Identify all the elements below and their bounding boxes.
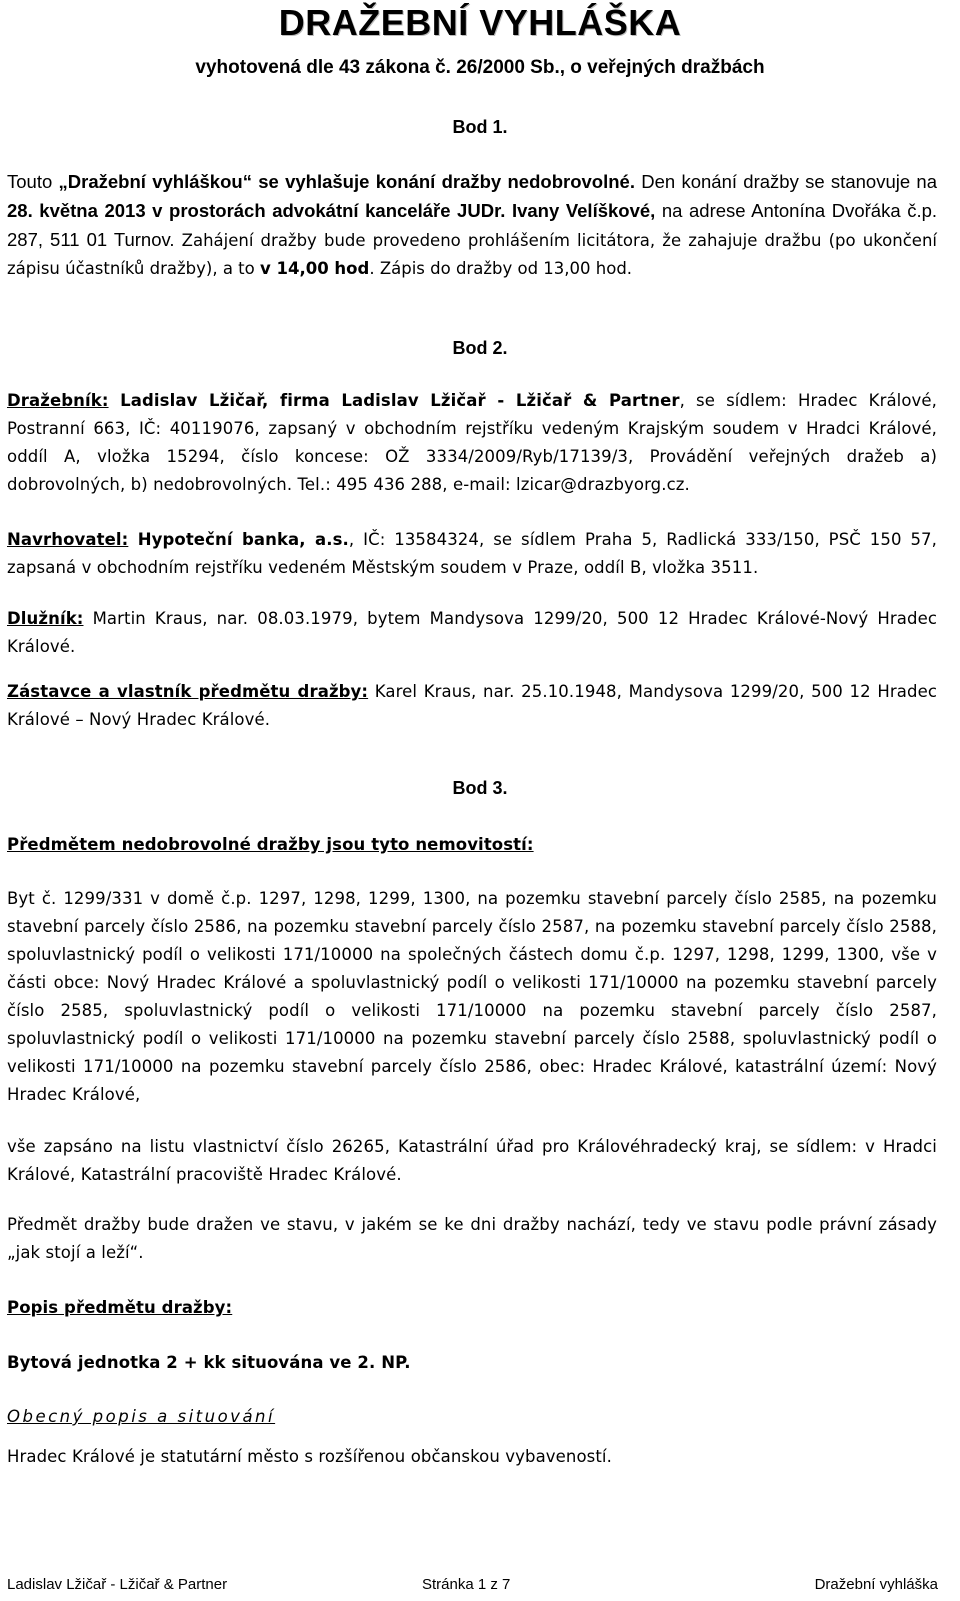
paragraph-zastavce xyxy=(7,678,937,734)
bytova-jednotka xyxy=(7,1349,937,1377)
navrhovatel-label: Navrhovatel: xyxy=(7,530,129,549)
paragraph-byt: Byt č. 1299/331 v domě č.p. 1297, 1298, 1299, 1300, na pozemku stavební parcely číslo 2585, na pozemku stavební parcely číslo 2586, na pozemku stavební parcely číslo 2587, na pozemku stavební parcely číslo 2588, spoluvlastnický podíl o velikosti 171/10000 na společných částech domu č.p. 1297, 1298, 1299, 1300, vše v části obce: Nový Hradec Králové a spoluvlastnický podíl o velikosti 171/10000 na pozemku stavební parcely číslo 2585, spoluvlastnický podíl o velikosti 171/10000 na pozemku stavební parcely číslo 2587, spoluvlastnický podíl o velikosti 171/10000 na pozemku stavební parcely číslo 2588, spoluvlastnický podíl o velikosti 171/10000 na pozemku stavební parcely číslo 2586, obec: Hradec Králové, katastrální území: Nový Hradec Králové, xyxy=(7,889,937,1104)
popis-heading xyxy=(7,1294,937,1322)
document-subtitle: vyhotovená dle 43 zákona č. 26/2000 Sb., o veřejných dražbách xyxy=(195,57,765,78)
navrhovatel-name: Hypoteční banka, a.s. xyxy=(128,530,349,549)
obecny-popis-text: Obecný popis a situování xyxy=(7,1407,276,1426)
text-bold: v 14,00 hod xyxy=(260,259,370,278)
paragraph-navrhovatel xyxy=(7,526,937,582)
text-fragment: Den konání dražby se stanovuje na xyxy=(634,171,937,192)
paragraph-hk: Hradec Králové je statutární město s rozšířenou občanskou vybaveností. xyxy=(7,1447,612,1466)
paragraph-lv: vše zapsáno na listu vlastnictví číslo 26265, Katastrální úřad pro Královéhradecký kraj, se sídlem: v Hradci Králové, Katastrální pracoviště Hradec Králové. xyxy=(7,1137,937,1184)
paragraph-bod1 xyxy=(7,168,937,283)
paragraph-dluznik xyxy=(7,605,937,661)
section-heading-bod1: Bod 1. xyxy=(452,117,508,137)
navrhovatel-text: , IČ: 13584324, se sídlem Praha 5, Radlická 333/150, PSČ 150 57, zapsaná v obchodním rejstříku vedeném Městským soudem v Praze, oddíl B, vložka 3511. xyxy=(7,530,937,577)
section-heading-bod3: Bod 3. xyxy=(452,778,508,798)
text-fragment: Touto xyxy=(7,171,59,192)
text-bold: 28. května 2013 v prostorách advokátní kanceláře JUDr. Ivany Velíškové, xyxy=(7,200,656,221)
predmet-heading xyxy=(7,831,937,859)
drazebnik-text: , se sídlem: Hradec Králové, Postranní 663, IČ: 40119076, zapsaný v obchodním rejstříku vedeným Krajským soudem v Hradci Králové, oddíl A, vložka 15294, číslo koncese: OŽ 3334/2009/Ryb/17139/3, Provádění veřejných dražeb a) dobrovolných, b) nedobrovolných. Tel.: 495 436 288, e-mail: lzicar@drazbyorg.cz. xyxy=(7,391,938,494)
footer-left: Ladislav Lžičař - Lžičař & Partner xyxy=(7,1576,228,1593)
footer-right: Dražební vyhláška xyxy=(814,1576,938,1593)
section-heading-bod2: Bod 2. xyxy=(452,338,508,358)
dluznik-label: Dlužník: xyxy=(7,609,84,628)
page-footer xyxy=(0,1576,960,1598)
zastavce-text: Karel Kraus, nar. 25.10.1948, Mandysova 1299/20, 500 12 Hradec Králové – Nový Hradec Králové. xyxy=(7,682,937,729)
popis-heading-text: Popis předmětu dražby: xyxy=(7,1298,233,1317)
paragraph-drazebnik xyxy=(7,387,937,499)
bytova-jednotka-text: Bytová jednotka 2 + kk situována ve 2. NP. xyxy=(7,1353,411,1372)
text-fragment: . Zápis do dražby od 13,00 hod. xyxy=(369,259,633,278)
obecny-popis-heading xyxy=(7,1403,937,1431)
text-fragment: Zahájení dražby bude provedeno prohlášením licitátora, že zahajuje dražbu (po ukončení zápisu účastníků dražby), a to xyxy=(7,231,937,278)
drazebnik-name: Ladislav Lžičař, firma Ladislav Lžičař - Lžičař & Partner xyxy=(108,391,680,410)
drazebnik-label: Dražebník: xyxy=(7,391,109,410)
document-title: DRAŽEBNÍ VYHLÁŠKA xyxy=(278,2,682,43)
predmet-heading-text: Předmětem nedobrovolné dražby jsou tyto nemovitostí: xyxy=(7,835,534,854)
zastavce-label: Zástavce a vlastník předmětu dražby: xyxy=(7,682,369,701)
paragraph-stav: Předmět dražby bude dražen ve stavu, v jakém se ke dni dražby nachází, tedy ve stavu podle právní zásady „jak stojí a leží“. xyxy=(7,1215,937,1262)
text-fragment: na adrese Antonína Dvořáka č.p. 287, 511 01 Turnov. xyxy=(7,200,938,250)
dluznik-text: Martin Kraus, nar. 08.03.1979, bytem Mandysova 1299/20, 500 12 Hradec Králové-Nový Hradec Králové. xyxy=(7,609,937,656)
footer-page-number: Stránka 1 z 7 xyxy=(422,1576,511,1593)
text-bold: „Dražební vyhláškou“ se vyhlašuje konání dražby nedobrovolné. xyxy=(58,171,635,192)
